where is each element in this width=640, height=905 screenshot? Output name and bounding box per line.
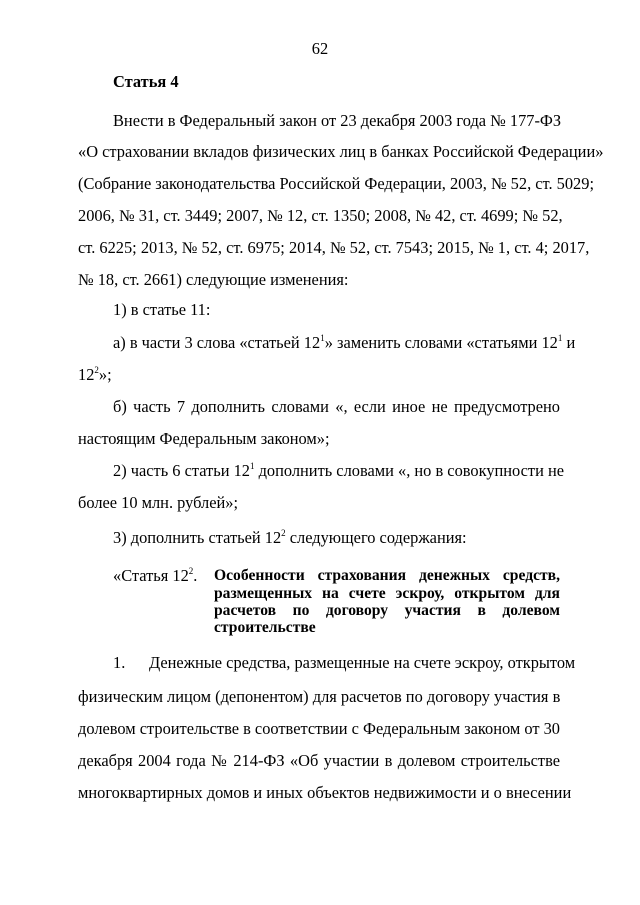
new-article-title-line-1: Особенности страхования денежных средств, [214, 567, 560, 584]
new-article-label: «Статья $12^2$. [113, 565, 198, 585]
intro-line-6: № 18, ст. 2661) следующие изменения: [78, 270, 349, 289]
new-article-title-line-2: размещенных на счете эскроу, открытом для [214, 585, 560, 602]
clause1-number: 1. [113, 653, 126, 672]
page-number: 62 [311, 39, 329, 58]
item1-heading: 1) в статье 11: [113, 300, 211, 319]
clause1-line-5: многоквартирных домов и иных объектов недвижимости и о внесении [78, 783, 572, 802]
clause1-line-3: долевом строительстве в соответствии с Федеральным законом от 30 [78, 719, 560, 738]
item1-b-line1: б) часть 7 дополнить словами «, если иное не предусмотрено [113, 397, 560, 416]
item3-line: 3) дополнить статьей $12^2$ следующего содержания: [113, 527, 467, 547]
item1-a-line2: $12^2$»; [78, 364, 112, 384]
item1-a-line1: а) в части 3 слова «статьей $12^1$» заменить словами «статьями $12^1$ и [113, 332, 576, 352]
clause1-line-2: физическим лицом (депонентом) для расчетов по договору участия в [78, 687, 561, 706]
intro-line-1: Внести в Федеральный закон от 23 декабря 2003 года № 177-ФЗ [113, 111, 562, 130]
clause1-line-1: Денежные средства, размещенные на счете эскроу, открытом [149, 653, 576, 672]
clause1-line-4: декабря 2004 года № 214-ФЗ «Об участии в долевом строительстве [78, 751, 560, 770]
article-heading: Статья 4 [113, 72, 179, 91]
intro-line-4: 2006, № 31, ст. 3449; 2007, № 12, ст. 1350; 2008, № 42, ст. 4699; № 52, [78, 206, 563, 225]
item1-b-line2: настоящим Федеральным законом»; [78, 429, 330, 448]
item2-line2: более 10 млн. рублей»; [78, 493, 239, 512]
new-article-title-line-3: расчетов по договору участия в долевом [214, 602, 560, 619]
new-article-title-line-4: строительстве [214, 619, 316, 636]
item2-line1: 2) часть 6 статьи $12^1$ дополнить словами «, но в совокупности не [113, 460, 565, 480]
intro-line-2: «О страховании вкладов физических лиц в банках Российской Федерации» [78, 142, 604, 161]
intro-line-3: (Собрание законодательства Российской Федерации, 2003, № 52, ст. 5029; [78, 174, 595, 193]
intro-line-5: ст. 6225; 2013, № 52, ст. 6975; 2014, № 52, ст. 7543; 2015, № 1, ст. 4; 2017, [78, 238, 590, 257]
